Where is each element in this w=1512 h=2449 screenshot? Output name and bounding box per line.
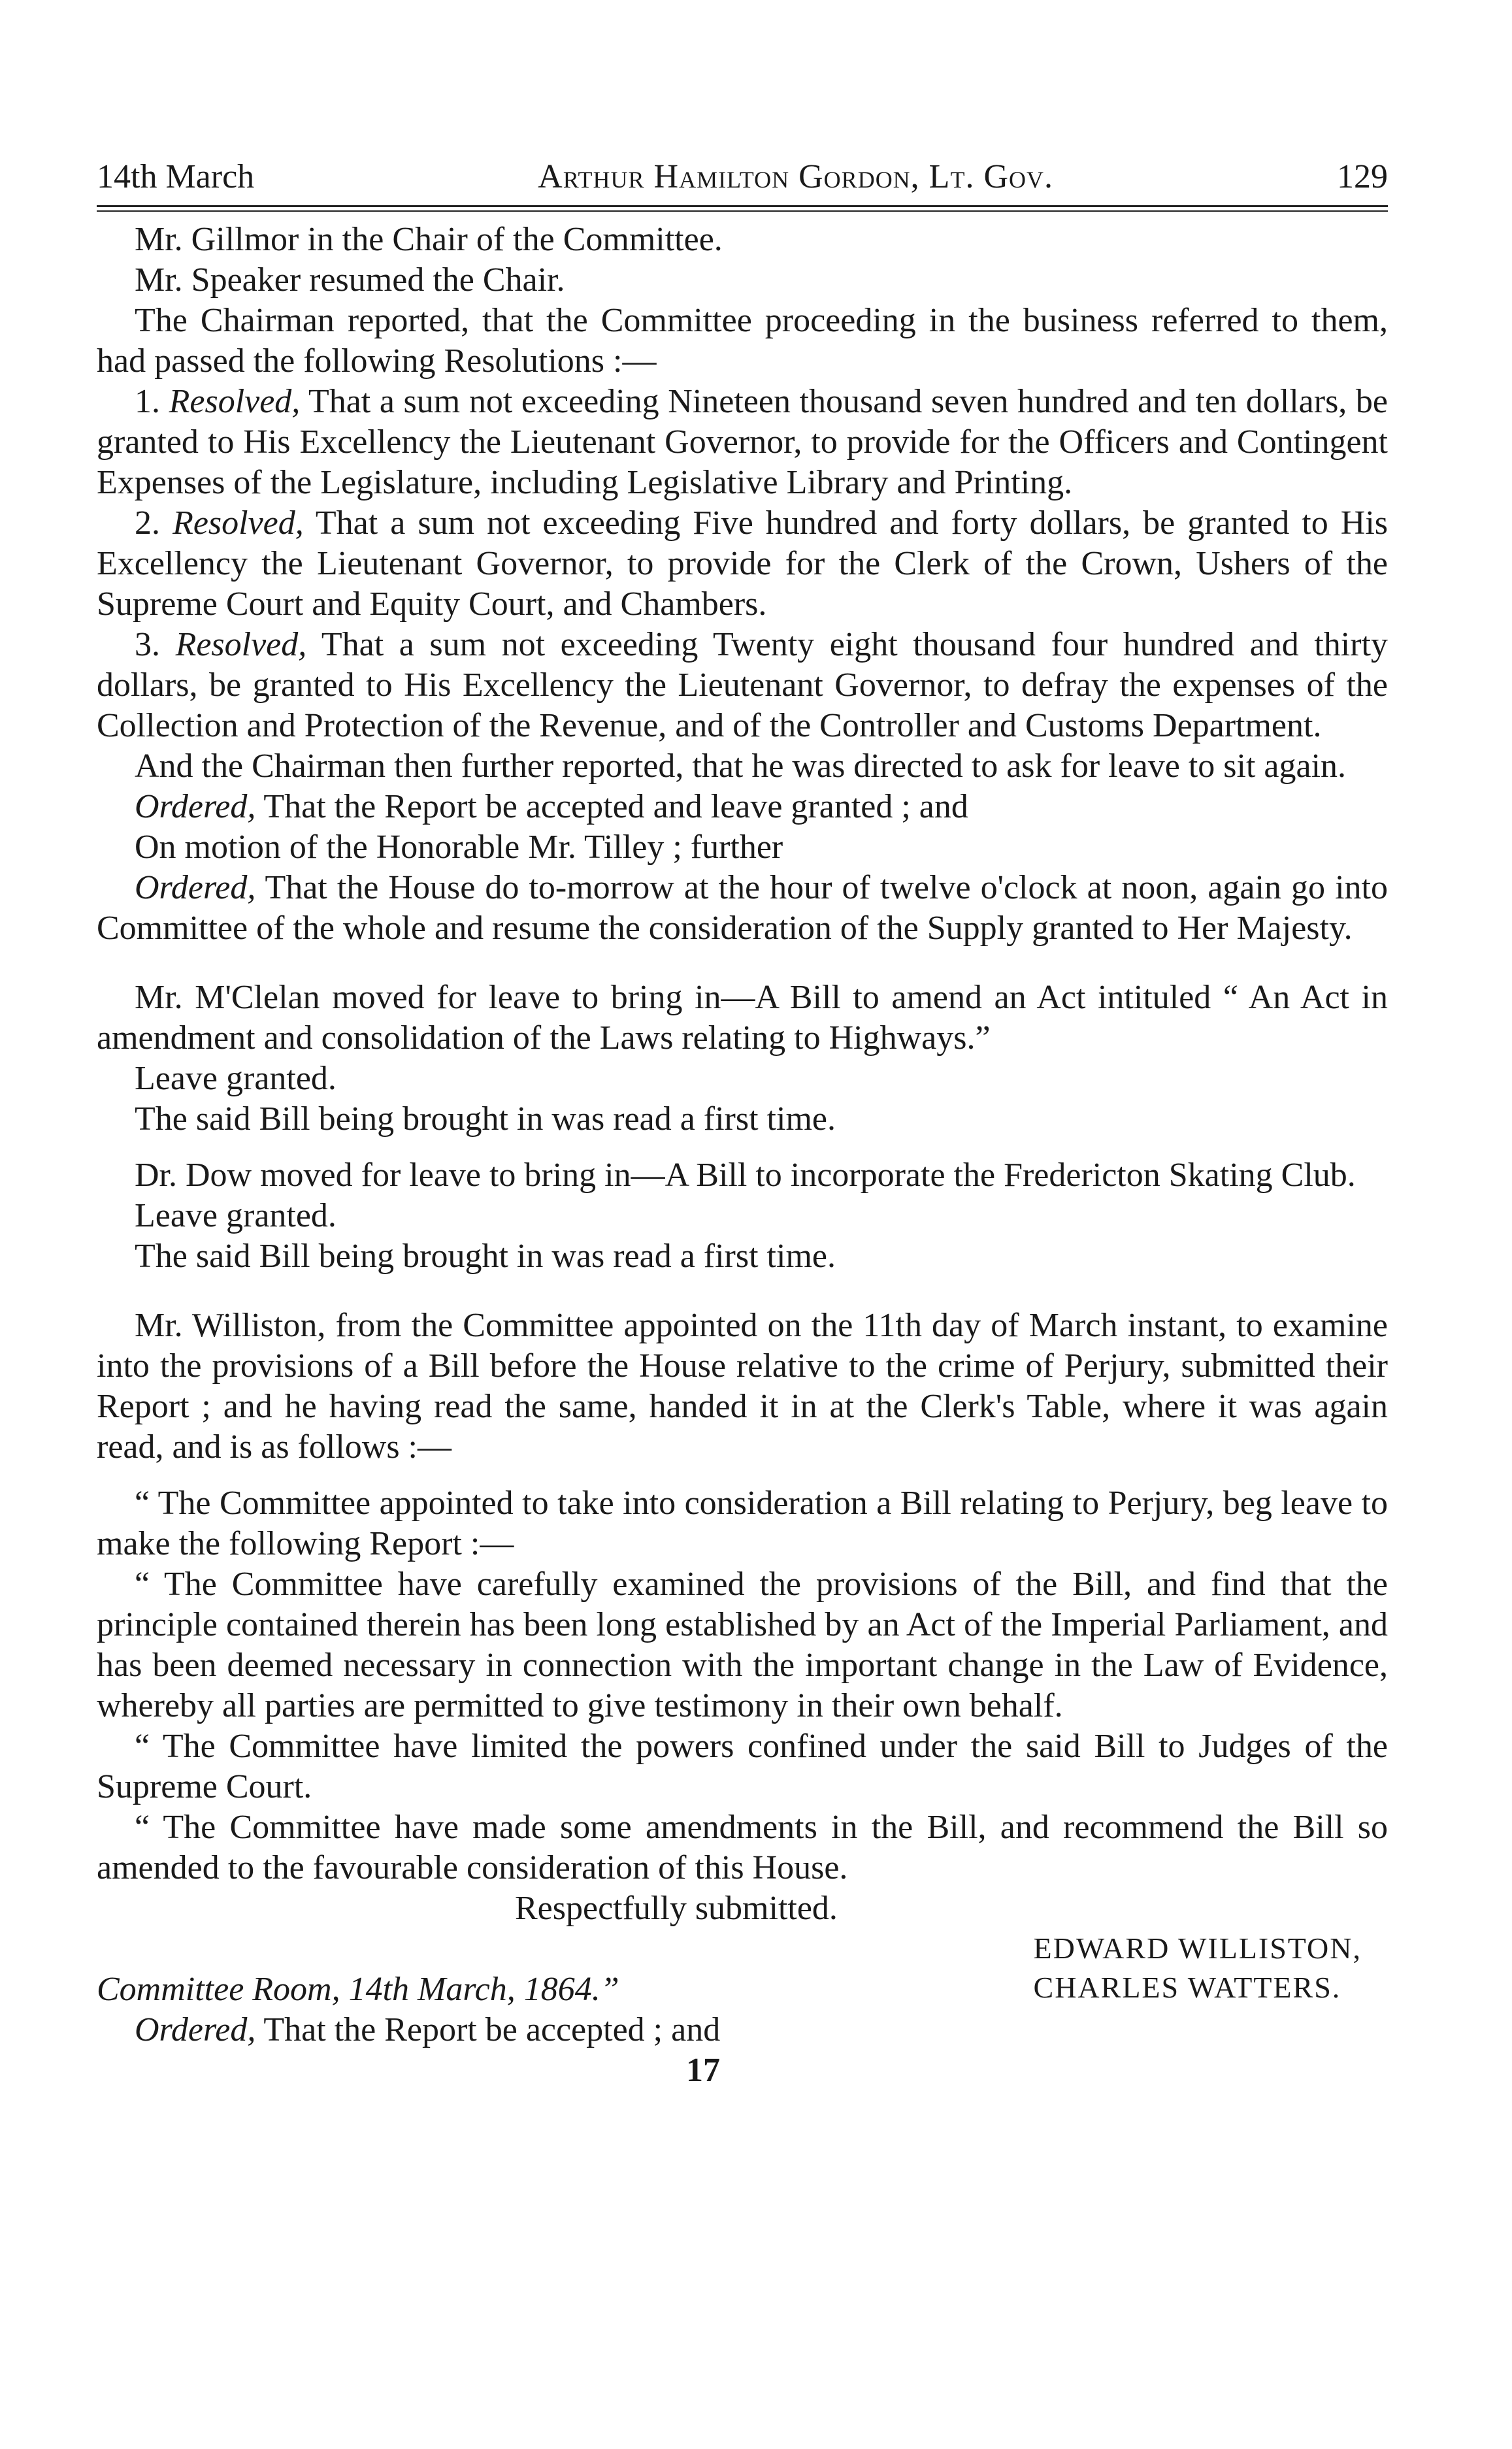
signatories xyxy=(1034,1929,1362,2007)
signature-mark: 17 xyxy=(686,2052,720,2089)
ordered-word: Ordered, xyxy=(135,788,256,825)
signature-block xyxy=(97,1929,1388,2010)
paragraph: And the Chairman then further reported, that he was directed to ask for leave to sit again. xyxy=(135,748,1347,785)
paragraph: Mr. Gillmor in the Chair of the Committee. xyxy=(135,221,723,258)
paragraph: Mr. M'Clelan moved for leave to bring in—A Bill to amend an Act intituled “ An Act in amendment and consolidation of the Laws relating to Highways.” xyxy=(97,979,1388,1057)
committee-room-line: Committee Room, 14th March, 1864.” xyxy=(97,1971,619,2008)
paragraph: Leave granted. xyxy=(135,1197,337,1234)
report-quote: “ The Committee have limited the powers confined under the said Bill to Judges of the Supreme Court. xyxy=(97,1728,1388,1805)
paragraph: Dr. Dow moved for leave to bring in—A Bill to incorporate the Fredericton Skating Club. xyxy=(135,1157,1356,1194)
resolution-number: 2. xyxy=(135,504,173,542)
signer-name: CHARLES WATTERS. xyxy=(1033,1971,1341,2004)
report-quote: “ The Committee appointed to take into consideration a Bill relating to Perjury, beg leave to make the following Report :— xyxy=(97,1485,1388,1562)
header-rule xyxy=(97,205,1388,212)
resolution-1 xyxy=(97,382,1388,503)
resolution-3 xyxy=(97,625,1388,746)
resolved-word: Resolved, xyxy=(175,626,307,663)
order-1 xyxy=(97,787,1388,827)
paragraph: Mr. Speaker resumed the Chair. xyxy=(135,261,565,299)
resolution-text: That a sum not exceeding Twenty eight thousand four hundred and thirty dollars, be granted to His Excellency the Lieutenant Governor, to defray the expenses of the Collection and Protection of the Revenue, and of the Controller and Customs Department. xyxy=(97,626,1389,744)
header-date: 14th March xyxy=(97,158,255,195)
paragraph: The said Bill being brought in was read a first time. xyxy=(135,1100,836,1138)
resolution-number: 1. xyxy=(135,383,169,420)
order-2 xyxy=(97,868,1388,949)
resolved-word: Resolved, xyxy=(169,383,301,420)
resolved-word: Resolved, xyxy=(173,504,304,542)
resolution-number: 3. xyxy=(135,626,176,663)
paragraph: Leave granted. xyxy=(135,1060,337,1097)
order-text: That the Report be accepted and leave granted ; and xyxy=(255,788,968,825)
page-number: 129 xyxy=(1336,158,1388,195)
paragraph: On motion of the Honorable Mr. Tilley ; further xyxy=(135,829,783,866)
paragraph: Mr. Williston, from the Committee appointed on the 11th day of March instant, to examine into the provisions of a Bill before the House relative to the crime of Perjury, submitted their Report ; and he having read the same, handed it in at the Clerk's Table, where it was again read, and is as follows :— xyxy=(97,1307,1388,1466)
order-text: That the House do to-morrow at the hour of twelve o'clock at noon, again go into Committee of the whole and resume the consideration of the Supply granted to Her Majesty. xyxy=(97,869,1388,947)
report-quote: “ The Committee have made some amendments in the Bill, and recommend the Bill so amended to the favourable consideration of this House. xyxy=(97,1809,1388,1886)
ordered-word: Ordered, xyxy=(135,869,256,906)
resolution-text: That a sum not exceeding Nineteen thousand seven hundred and ten dollars, be granted to His Excellency the Lieutenant Governor, to provide for the Officers and Contingent Expenses of the Legislature, including Legislative Library and Printing. xyxy=(97,383,1388,501)
header-title: Arthur Hamilton Gordon, Lt. Gov. xyxy=(538,158,1053,195)
paragraph: The said Bill being brought in was read a first time. xyxy=(135,1238,836,1275)
order-3 xyxy=(97,2010,1388,2050)
resolution-2 xyxy=(97,503,1388,625)
resolution-text: That a sum not exceeding Five hundred and forty dollars, be granted to His Excellency the Lieutenant Governor, to provide for the Clerk of the Crown, Ushers of the Supreme Court and Equity Court, and Chambers. xyxy=(97,504,1388,623)
ordered-word: Ordered, xyxy=(135,2011,256,2048)
report-quote: “ The Committee have carefully examined the provisions of the Bill, and find that the principle contained therein has been long established by an Act of the Imperial Parliament, and has been deemed necessary in connection with the important change in the Law of Evidence, whereby all parties are permitted to give testimony in their own behalf. xyxy=(97,1566,1388,1724)
respectfully-submitted: Respectfully submitted. xyxy=(515,1890,838,1927)
order-text: That the Report be accepted ; and xyxy=(255,2011,721,2048)
running-header xyxy=(97,157,1388,200)
signer-name: EDWARD WILLISTON, xyxy=(1033,1931,1362,1965)
paragraph: The Chairman reported, that the Committee proceeding in the business referred to them, had passed the following Resolutions :— xyxy=(97,302,1388,380)
